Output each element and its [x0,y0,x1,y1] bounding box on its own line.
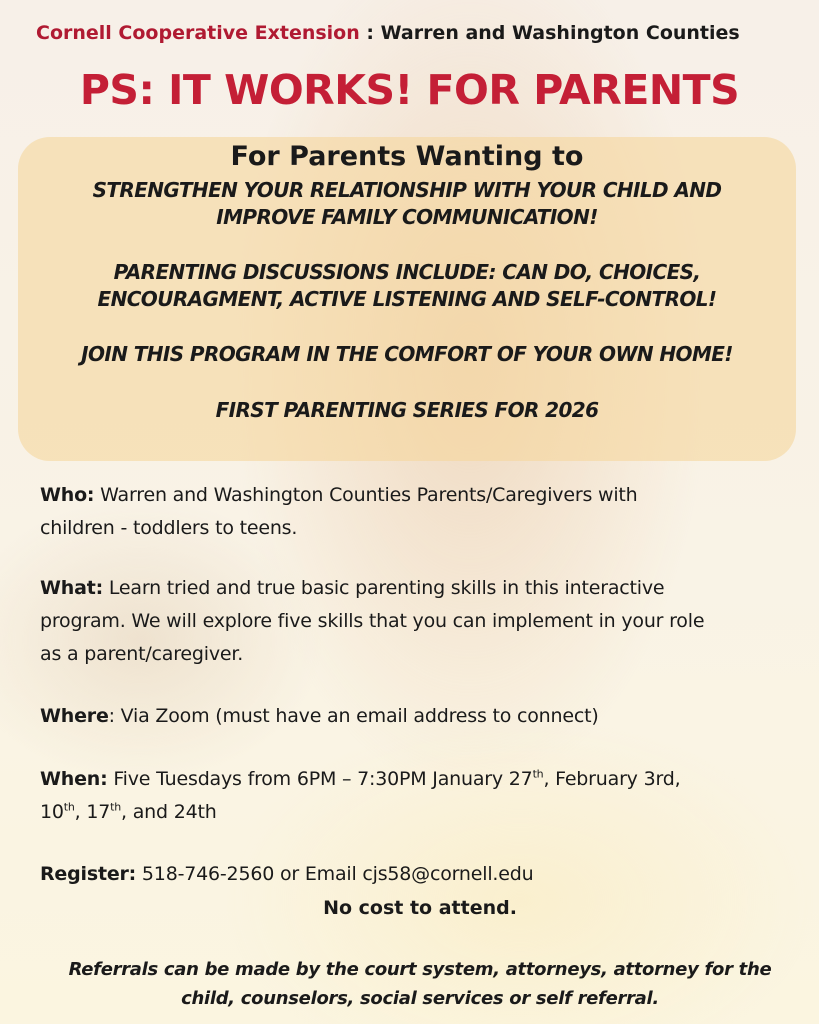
callout-join [18,341,796,368]
who-text-1: Warren and Washington Counties Parents/Caregivers with [94,484,638,506]
what-line-1 [40,572,800,605]
header-counties: Warren and Washington Counties [380,22,740,44]
organization-name: Cornell Cooperative Extension [36,22,360,44]
program-callout-box [18,137,796,461]
where-line [40,700,800,733]
register-section [40,858,800,891]
when-sup-2: th [63,800,75,814]
who-text-2: children - toddlers to teens. [40,517,298,539]
referral-line-1: Referrals can be made by the court system, attorneys, attorney for the [68,959,772,980]
where-section [40,700,800,733]
register-contact[interactable]: 518-746-2560 or Email cjs58@cornell.edu [136,863,534,885]
what-text-2: program. We will explore five skills that you can implement in your role [40,610,705,632]
when-line-2 [40,796,800,829]
when-section [40,763,800,829]
page-title: PS: IT WORKS! FOR PARENTS [79,66,740,114]
callout-goal [18,177,796,231]
callout-series-line: FIRST PARENTING SERIES FOR 2026 [215,398,599,422]
what-text-3: as a parent/caregiver. [40,643,244,665]
when-sup-1: th [532,767,544,781]
callout-goal-line-2: IMPROVE FAMILY COMMUNICATION! [216,205,598,229]
when-date-17: , 17 [74,801,111,823]
who-label: Who: [40,484,95,506]
register-label: Register: [40,863,137,885]
when-date-10: 10 [40,801,64,823]
when-sup-3: th [110,800,122,814]
callout-topics-line-1: PARENTING DISCUSSIONS INCLUDE: CAN DO, CHOICES, [113,260,701,284]
when-text-3: , and 24th [121,801,217,823]
callout-join-line: JOIN THIS PROGRAM IN THE COMFORT OF YOUR OWN HOME! [81,342,733,366]
referral-line-2: child, counselors, social services or self referral. [181,988,659,1009]
who-section [40,479,800,545]
where-text: : Via Zoom (must have an email address to connect) [108,705,599,727]
what-label: What: [40,577,103,599]
when-label: When: [40,768,108,790]
when-text-1: Five Tuesdays from 6PM – 7:30PM January 27 [107,768,533,790]
when-line-1 [40,763,800,796]
callout-series [18,397,796,424]
organization-header [36,22,740,44]
when-text-2: , February 3rd, [543,768,681,790]
what-text-1: Learn tried and true basic parenting skills in this interactive [103,577,665,599]
callout-topics [18,259,796,313]
callout-topics-line-2: ENCOURAGMENT, ACTIVE LISTENING AND SELF-CONTROL! [97,287,717,311]
callout-goal-line-1: STRENGTHEN YOUR RELATIONSHIP WITH YOUR CHILD AND [92,178,722,202]
where-label: Where [40,705,109,727]
what-section [40,572,800,671]
callout-lead: For Parents Wanting to [230,141,584,172]
header-separator: : [359,22,381,44]
who-line-1 [40,479,800,512]
referral-note [0,955,819,1013]
register-line [40,858,800,891]
no-cost-note: No cost to attend. [323,897,517,919]
